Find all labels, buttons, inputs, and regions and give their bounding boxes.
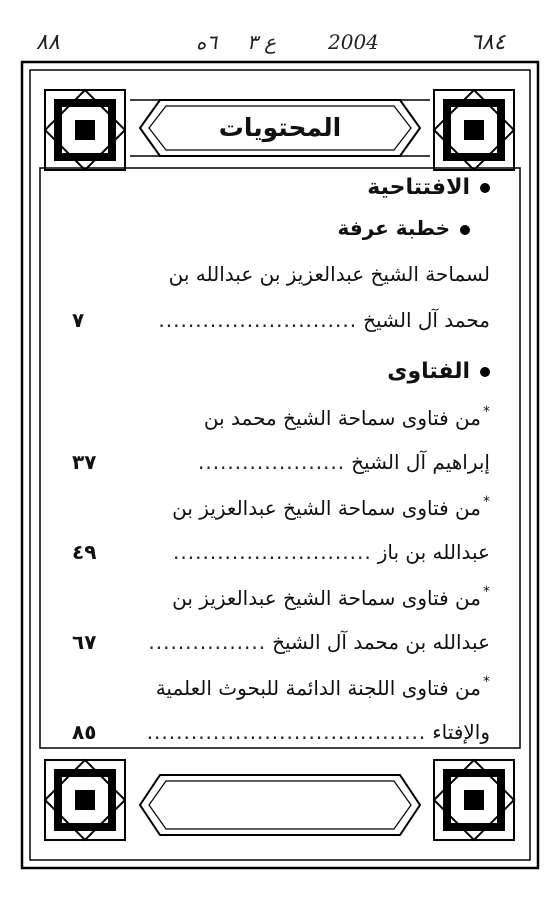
toc-entry[interactable] xyxy=(72,300,490,340)
toc-page-number: ٧ xyxy=(72,308,85,332)
toc-text: لسماحة الشيخ عبدالعزيز بن عبدالله بن xyxy=(168,262,490,286)
asterisk-icon: * xyxy=(483,674,490,690)
corner-knot-bottom-right xyxy=(434,760,514,840)
toc-text: الفتاوى xyxy=(387,359,470,384)
toc-entry[interactable] xyxy=(72,442,490,482)
handwritten-note-right: ٦٨٤ xyxy=(470,30,506,55)
asterisk-icon: * xyxy=(483,404,490,420)
bottom-cartouche xyxy=(140,775,420,835)
bottom-cartouche-inner xyxy=(149,781,411,829)
toc-leader-dots: ...................................... xyxy=(146,720,427,744)
asterisk-icon: * xyxy=(483,494,490,510)
toc-page-number: ٤٩ xyxy=(72,540,97,564)
toc-page-number: ٦٧ xyxy=(72,630,97,654)
toc-leader-dots: .................... xyxy=(197,450,346,474)
toc-line xyxy=(72,578,490,618)
toc-text: عبدالله بن باز xyxy=(377,540,490,564)
handwritten-note-year: 2004 xyxy=(328,30,379,54)
page-title: المحتويات xyxy=(218,113,342,142)
toc-line xyxy=(72,398,490,438)
asterisk-icon: * xyxy=(483,584,490,600)
toc-line xyxy=(72,254,490,294)
corner-knot-top-right xyxy=(434,90,514,170)
toc-entry[interactable] xyxy=(72,712,490,752)
toc-text: خطبة عرفة xyxy=(337,216,450,240)
toc-page-number: ٣٧ xyxy=(72,450,97,474)
handwritten-note-mid2: ع ٣ xyxy=(247,30,277,54)
toc-heading-opening xyxy=(72,168,490,208)
toc-leader-dots: ........................... xyxy=(173,540,372,564)
toc-text: عبدالله بن محمد آل الشيخ xyxy=(272,630,490,654)
toc-text: والإفتاء xyxy=(432,720,490,744)
toc-text: من فتاوى سماحة الشيخ عبدالعزيز بن xyxy=(172,496,481,520)
toc-text: محمد آل الشيخ xyxy=(363,308,490,332)
toc-line xyxy=(72,668,490,708)
bullet-icon xyxy=(480,183,490,193)
toc-text: من فتاوى سماحة الشيخ عبدالعزيز بن xyxy=(172,586,481,610)
toc-entry[interactable] xyxy=(72,532,490,572)
toc-leader-dots: ........................... xyxy=(158,308,358,332)
toc-line xyxy=(72,488,490,528)
toc-text: إبراهيم آل الشيخ xyxy=(351,450,490,474)
bullet-icon xyxy=(480,367,490,377)
handwritten-note-left: ٨٨ xyxy=(36,30,60,55)
toc-text: من فتاوى اللجنة الدائمة للبحوث العلمية xyxy=(155,676,481,700)
toc-text: من فتاوى سماحة الشيخ محمد بن xyxy=(203,406,481,430)
toc-entry[interactable] xyxy=(72,622,490,662)
toc-heading-fatwas xyxy=(72,352,490,392)
toc-page-number: ٨٥ xyxy=(72,720,97,744)
handwritten-note-mid1: ٦ه xyxy=(196,30,218,54)
toc-subheading-arafat xyxy=(72,208,490,248)
toc-leader-dots: ................ xyxy=(148,630,267,654)
bullet-icon xyxy=(460,225,470,235)
corner-knot-top-left xyxy=(45,90,125,170)
corner-knot-bottom-left xyxy=(45,760,125,840)
toc-text: الافتتاحية xyxy=(367,175,470,200)
